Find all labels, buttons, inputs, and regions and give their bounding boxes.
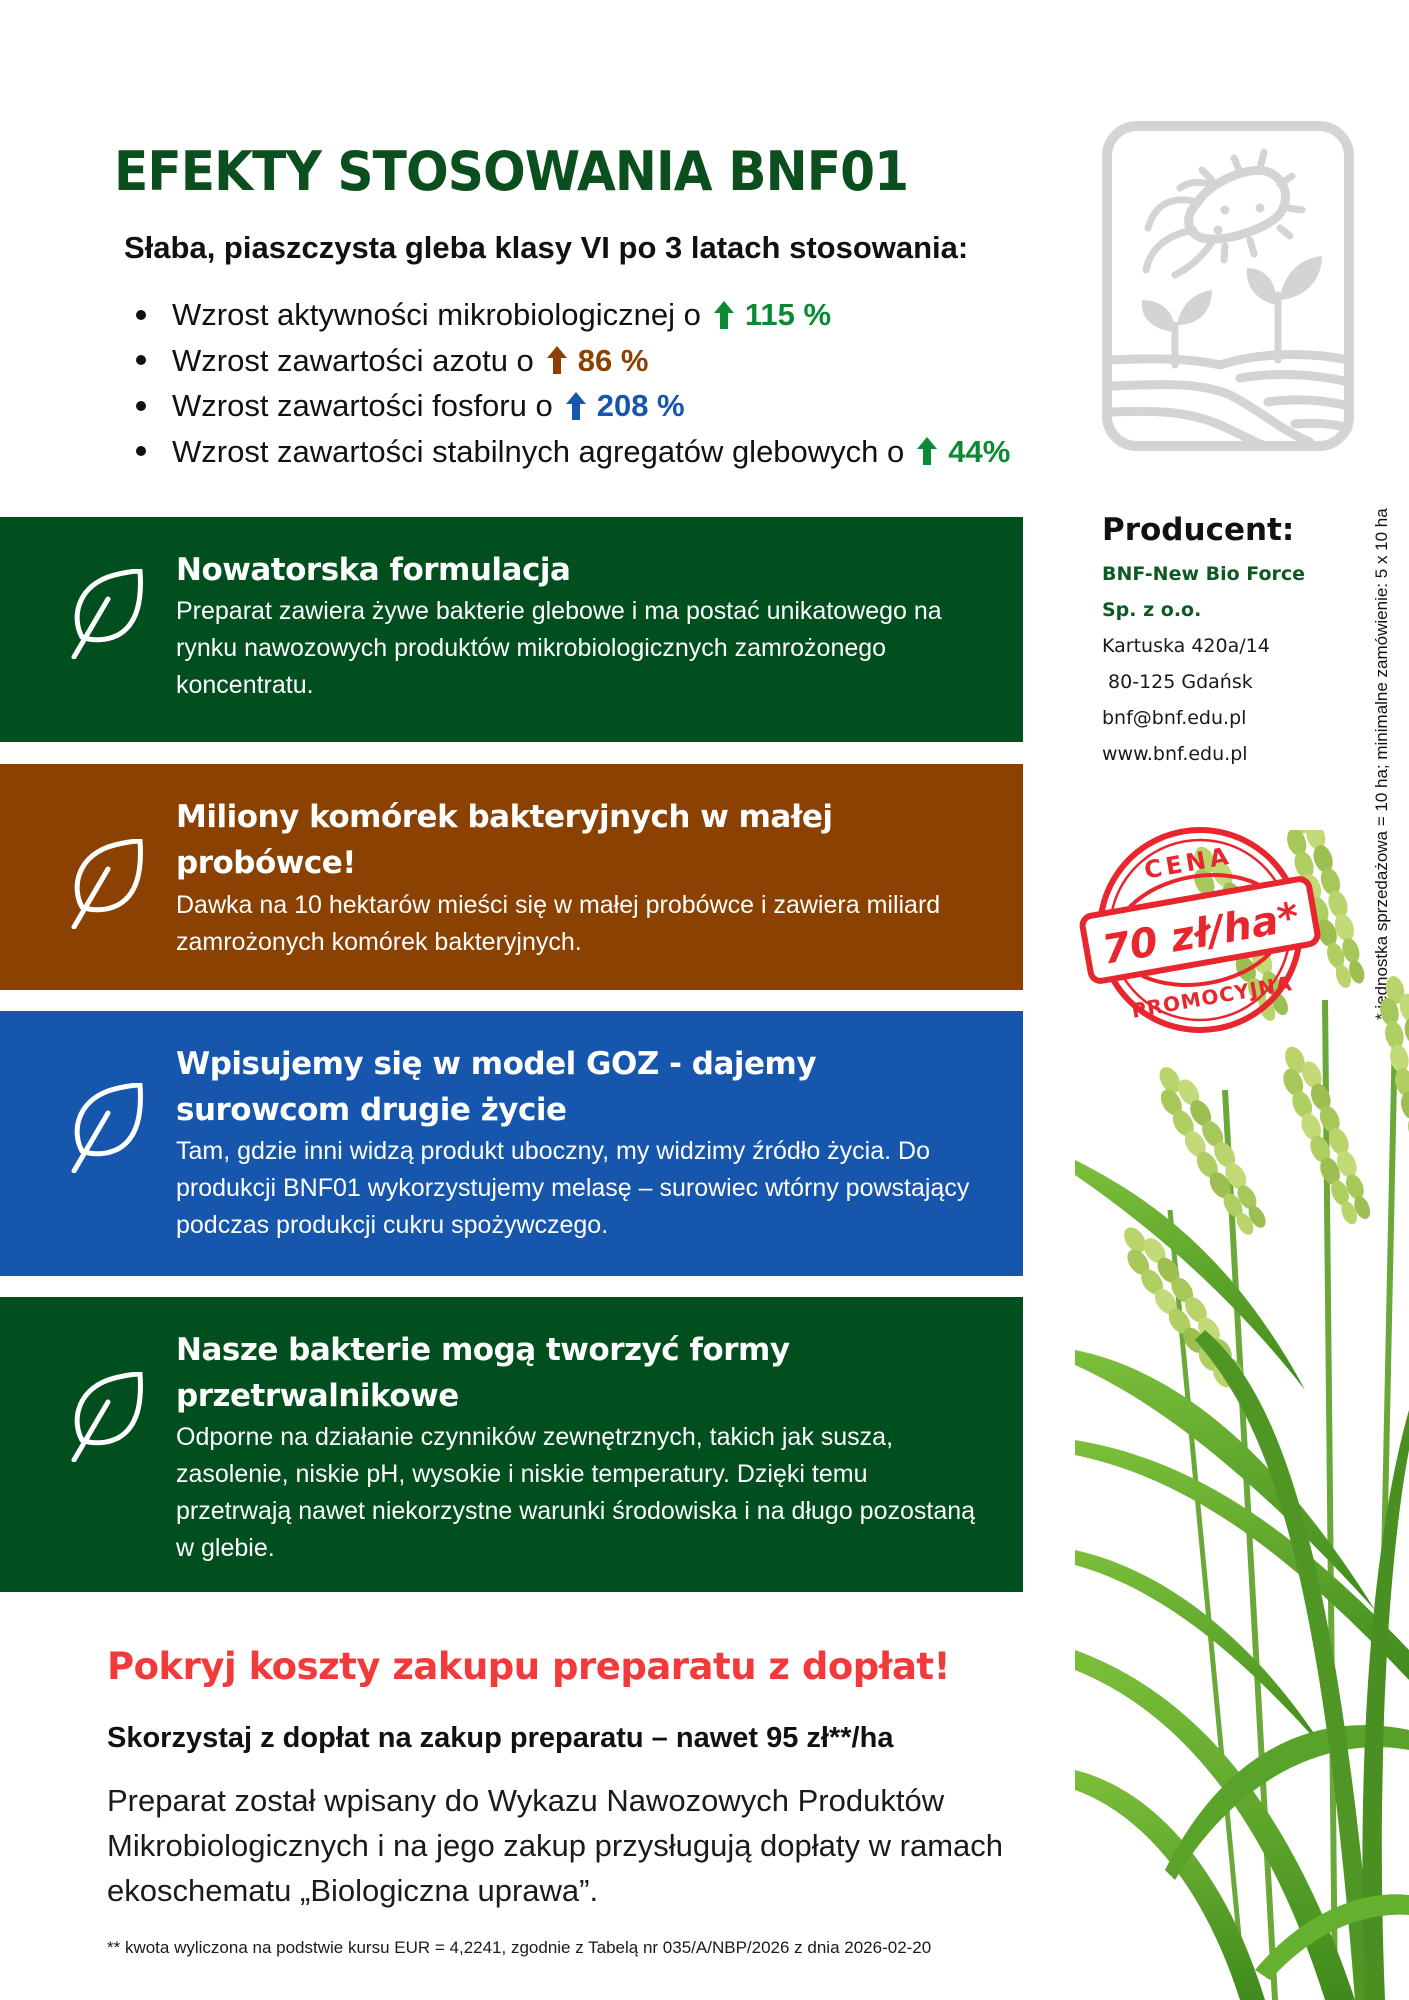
producer-label: Producent: (1102, 512, 1295, 548)
stamp-bottom-text: PROMOCYJNA (1129, 971, 1295, 1023)
bullet-icon (136, 401, 146, 411)
producer-city: 80-125 Gdańsk (1102, 671, 1253, 693)
promo-price-stamp (1075, 815, 1325, 1045)
feature-card (0, 764, 1023, 990)
feature-body: Tam, gdzie inni widzą produkt uboczny, my widzimy źródło życia. Do produkcji BNF01 wykorzystujemy melasę – surowiec wtórny powstający podczas produkcji cukru spożywczego. (176, 1137, 970, 1239)
result-text: Wzrost zawartości fosforu o (172, 388, 553, 423)
leaf-icon (68, 1083, 146, 1173)
producer-company: BNF-New Bio Force (1102, 563, 1306, 585)
arrow-up-icon (546, 345, 568, 375)
leaf-icon (68, 839, 146, 929)
result-value: 115 % (744, 297, 832, 332)
subsidy-subheading: Skorzystaj z dopłat na zakup preparatu – nawet 95 zł**/ha (107, 1722, 894, 1754)
bullet-icon (136, 355, 146, 365)
result-item (134, 338, 1010, 384)
leaf-icon (68, 1372, 146, 1462)
feature-title: Wpisujemy się w model GOZ - dajemy surowcom drugie życie (176, 1046, 817, 1128)
soil-bacteria-plant-icon (1100, 120, 1356, 452)
feature-title: Miliony komórek bakteryjnych w małej probówce! (176, 799, 833, 881)
arrow-up-icon (713, 300, 735, 330)
feature-card (0, 517, 1023, 742)
subsidy-description: Preparat został wpisany do Wykazu Nawozowych Produktów Mikrobiologicznych i na jego zakup przysługują dopłaty w ramach ekoschematu „Biologiczna uprawa”. (107, 1783, 1004, 1908)
feature-title: Nasze bakterie mogą tworzyć formy przetrwalnikowe (176, 1332, 790, 1414)
feature-title: Nowatorska formulacja (176, 552, 571, 588)
result-text: Wzrost zawartości azotu o (172, 342, 534, 378)
feature-body: Preparat zawiera żywe bakterie glebowe i ma postać unikatowego na rynku nawozowych produktów mikrobiologicznych zamrożonego koncentratu. (176, 597, 942, 699)
arrow-up-icon (916, 436, 938, 466)
exchange-rate-footnote: ** kwota wyliczona na podstwie kursu EUR = 4,2241, zgodnie z Tabelą nr 035/A/NBP/2026 z dnia 2026-02-20 (107, 1938, 932, 1957)
stamp-price: 70 zł/ha* (1098, 894, 1303, 974)
producer-website[interactable]: www.bnf.edu.pl (1102, 743, 1248, 765)
result-text: Wzrost aktywności mikrobiologicznej o (172, 297, 701, 332)
result-item (134, 292, 1010, 338)
stamp-top-text: CENA (1142, 841, 1235, 885)
page-title: EFEKTY STOSOWANIA BNF01 (114, 140, 909, 203)
feature-card (0, 1011, 1023, 1276)
producer-company-form: Sp. z o.o. (1102, 599, 1202, 621)
feature-body: Odporne na działanie czynników zewnętrznych, takich jak susza, zasolenie, niskie pH, wysokie i niskie temperatury. Dzięki temu przetrwają nawet niekorzystne warunki środowiska i na długo pozostaną w glebie. (176, 1423, 976, 1562)
result-text: Wzrost zawartości stabilnych agregatów glebowych o (172, 433, 905, 469)
feature-body: Dawka na 10 hektarów mieści się w małej probówce i zawiera miliard zamrożonych komórek bakteryjnych. (176, 891, 941, 956)
result-value: 208 % (596, 388, 685, 423)
arrow-up-icon (565, 391, 587, 421)
sales-unit-note: * jednostka sprzedażowa = 10 ha; minimalne zamówienie: 5 x 10 ha (1372, 508, 1391, 1020)
bullet-icon (136, 446, 146, 456)
result-value: 44% (948, 433, 1011, 469)
results-list (134, 292, 1010, 474)
producer-street: Kartuska 420a/14 (1102, 635, 1270, 657)
result-item (134, 429, 1010, 475)
leaf-icon (68, 569, 146, 659)
producer-email[interactable]: bnf@bnf.edu.pl (1102, 707, 1247, 729)
bullet-icon (136, 310, 146, 320)
results-subtitle: Słaba, piaszczysta gleba klasy VI po 3 latach stosowania: (124, 230, 969, 265)
subsidy-heading: Pokryj koszty zakupu preparatu z dopłat! (107, 1645, 950, 1688)
result-value: 86 % (577, 342, 649, 378)
result-item (134, 383, 1010, 429)
producer-info (1102, 512, 1305, 772)
feature-card (0, 1297, 1023, 1592)
